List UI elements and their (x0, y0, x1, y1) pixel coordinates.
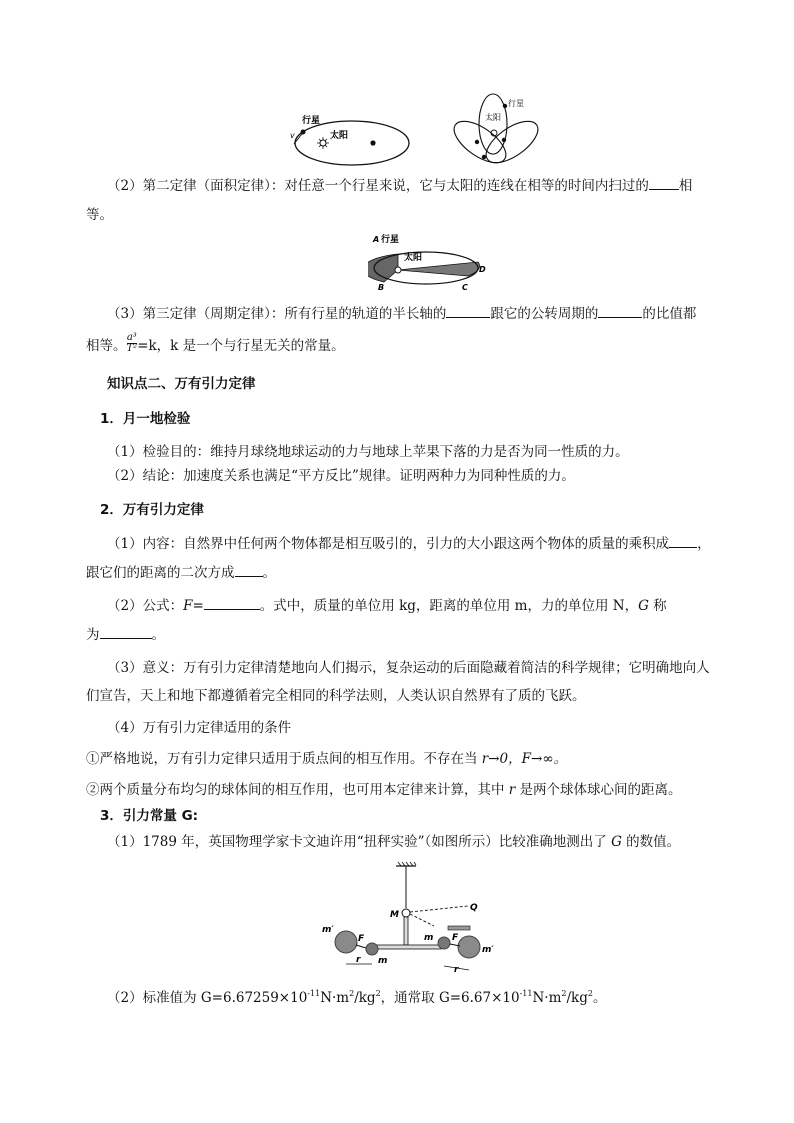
sec3-line1: （1）1789 年，英国物理学家卡文迪许用“扭秤实验”（如图所示）比较准确地测出了 G 的数值。 (107, 834, 681, 850)
scale-bar (448, 926, 470, 930)
kepler-first-law-figure (290, 108, 415, 168)
velocity-arrow (294, 130, 305, 144)
sun-icon (317, 137, 329, 149)
large-sphere-right (458, 936, 480, 958)
small-sphere-left (366, 943, 378, 955)
ratio-fraction: $\frac{\text{a³}}{\text{T²}}$ (126, 332, 138, 354)
sun-label: 太阳 (485, 113, 501, 122)
focus-dot (370, 140, 375, 145)
torsion-rod-horizontal (373, 945, 441, 949)
swept-area-right (398, 262, 480, 276)
M-label: M (390, 910, 399, 920)
large-sphere-left (335, 931, 357, 953)
orbit-ellipse (295, 121, 409, 165)
Q-label: Q (470, 903, 478, 913)
sec1-line1: （1）检验目的：维持月球绕地球运动的力与地球上苹果下落的力是否为同一性质的力。 (107, 444, 629, 460)
planet-dot (475, 140, 479, 144)
sun-label: 太阳 (330, 131, 349, 141)
planet-label: 行星 (381, 235, 400, 245)
force-right-label: F (452, 933, 459, 943)
sec2-formula-line2: 为 。 (86, 627, 165, 643)
sec2-content-line2: 跟它们的距离的二次方成 。 (86, 565, 276, 581)
m-left-label: m (378, 956, 388, 966)
third-law-line1: （3）第三定律（周期定律）：所有行星的轨道的半长轴的 跟它的公转周期的 的比值都 (107, 306, 697, 322)
force-arrow-left (356, 945, 366, 948)
velocity-label: v (290, 131, 295, 140)
ceiling-mount (396, 862, 416, 866)
sec2-meaning-line1: （3）意义：万有引力定律清楚地向人们揭示，复杂运动的后面隐藏着简洁的科学规律；它明确地向人 (107, 660, 710, 676)
mirror-icon (402, 909, 410, 917)
force-left-label: F (358, 934, 365, 944)
third-law-line2: 相等。 $\frac{\text{a³}}{\text{T²}}$ =k，k 是一个与行星无关的常量。 (86, 332, 345, 354)
subsection-title-2: 2．万有引力定律 (100, 502, 204, 518)
m-prime-left-label: m′ (322, 925, 334, 935)
point-d-label: D (479, 265, 486, 274)
sun-icon (395, 267, 401, 273)
planet-label: 行星 (508, 99, 524, 108)
point-a-label: A (373, 235, 380, 244)
light-beam-reflected (410, 914, 434, 926)
sec2-applicability-1: ①严格地说，万有引力定律只适用于质点间的相互作用。不存在当 r→0，F→∞。 (86, 751, 568, 767)
torsion-balance-figure (318, 860, 508, 980)
subsection-title-1: 1．月一地检验 (100, 411, 191, 427)
area-law-figure (368, 232, 488, 292)
planet-label: 行星 (302, 116, 321, 126)
r-right-label: r (454, 965, 459, 975)
subsection-title-3: 3．引力常量 G: (100, 808, 199, 824)
sec2-content-line1: （1）内容：自然界中任何两个物体都是相互吸引的，引力的大小跟这两个物体的质量的乘积成 ， (107, 536, 711, 552)
sec2-formula-line1: （2）公式：F= 。式中，质量的单位用 kg，距离的单位用 m，力的单位用 N，G 称 (107, 598, 667, 614)
multiple-orbits-figure (450, 92, 555, 172)
point-c-label: C (462, 283, 468, 292)
sec2-applicability-2: ②两个质量分布均匀的球体间的相互作用，也可用本定律来计算，其中 r 是两个球体球心间的距离。 (86, 782, 682, 798)
sec3-line2: （2）标准值为 $G=6.67259\times 10^{-11}N\cdot m^2/kg^2$，通常取 $G=6.67\times 10^{-11}N\cdot m^2/kg^2$。 (107, 989, 607, 1006)
second-law-line2: 等。 (86, 207, 113, 223)
r-left-label: r (356, 955, 361, 965)
planet-dot (482, 155, 486, 159)
planet-dot (503, 104, 507, 108)
m-right-label: m (424, 933, 434, 943)
second-law-line1: （2）第二定律（面积定律）：对任意一个行星来说，它与太阳的连线在相等的时间内扫过的 相 (107, 178, 693, 194)
section-heading-2: 知识点二、万有引力定律 (107, 376, 256, 392)
sun-label: 太阳 (404, 253, 423, 263)
sec2-meaning-line2: 们宣告，天上和地下都遵循着完全相同的科学法则，人类认识自然界有了质的飞跃。 (86, 688, 586, 704)
sec2-applicability-title: （4）万有引力定律适用的条件 (107, 720, 292, 736)
m-prime-right-label: m′ (482, 945, 494, 955)
sec1-line2: （2）结论：加速度关系也满足“平方反比”规律。证明两种力为同种性质的力。 (107, 468, 575, 484)
swept-area-left (368, 254, 398, 282)
light-beam (410, 906, 468, 912)
point-b-label: B (378, 283, 385, 292)
planet-dot (502, 138, 506, 142)
torsion-rod-vertical (404, 917, 408, 945)
small-sphere-right (438, 937, 450, 949)
